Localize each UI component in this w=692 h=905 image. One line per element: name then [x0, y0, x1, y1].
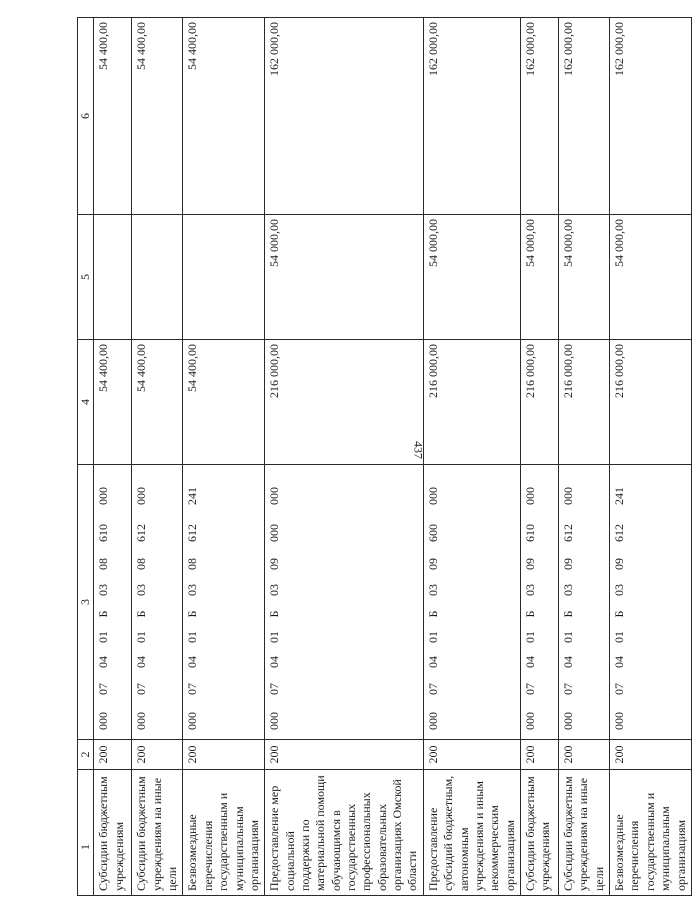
row-col2-cell: 200	[265, 740, 424, 770]
code-segment: Б	[522, 610, 537, 618]
code-segment: 000	[134, 712, 149, 730]
header-col-6: 6	[78, 18, 94, 215]
row-col6-cell: 54 400,00	[94, 18, 132, 215]
code-segment: 000	[267, 487, 282, 505]
code-segment: 241	[612, 487, 627, 505]
table-row	[265, 18, 424, 896]
row-col6-cell: 54 400,00	[132, 18, 183, 215]
code-segment: 09	[425, 558, 440, 570]
row-col5-cell: 54 000,00	[265, 215, 424, 340]
code-segment: 000	[267, 524, 282, 542]
code-segment: 08	[134, 558, 149, 570]
code-segment: 07	[522, 683, 537, 695]
header-row	[78, 18, 94, 896]
code-segment: 241	[185, 487, 200, 505]
row-col6-cell: 54 400,00	[183, 18, 265, 215]
code-segment: 01	[96, 631, 111, 643]
code-segment: 09	[522, 558, 537, 570]
code-segment: 07	[134, 683, 149, 695]
code-segment: 000	[522, 487, 537, 505]
table-row	[520, 18, 558, 896]
code-segment: 04	[522, 656, 537, 668]
row-col4-cell: 216 000,00	[520, 340, 558, 465]
row-name-cell: Субсидии бюджетным учреждениям	[520, 770, 558, 896]
code-segment: 03	[267, 584, 282, 596]
code-segment: Б	[96, 610, 111, 618]
row-code-cell	[183, 465, 265, 740]
code-segment: 04	[612, 656, 627, 668]
code-segment: 000	[134, 487, 149, 505]
code-segment: Б	[612, 610, 627, 618]
code-segment: Б	[560, 610, 575, 618]
table-row	[610, 18, 692, 896]
code-segment: 03	[185, 584, 200, 596]
row-col5-cell: 54 000,00	[558, 215, 609, 340]
code-segment: 04	[134, 656, 149, 668]
code-segment: 03	[96, 584, 111, 596]
code-segment: 04	[560, 656, 575, 668]
code-segment: 000	[425, 712, 440, 730]
code-segment: 03	[134, 584, 149, 596]
row-name-cell: Субсидии бюджетным учреждениям	[94, 770, 132, 896]
code-segment: 01	[134, 631, 149, 643]
row-code-cell	[423, 465, 520, 740]
code-segment: 08	[96, 558, 111, 570]
code-segment: 09	[560, 558, 575, 570]
row-col4-cell: 54 400,00	[183, 340, 265, 465]
row-col6-cell: 162 000,00	[423, 18, 520, 215]
code-segment: 000	[96, 712, 111, 730]
table-row	[94, 18, 132, 896]
code-segment: 07	[185, 683, 200, 695]
budget-table	[77, 17, 692, 896]
row-col6-cell: 162 000,00	[610, 18, 692, 215]
code-segment: 612	[612, 524, 627, 542]
code-segment: 01	[267, 631, 282, 643]
row-col2-cell: 200	[423, 740, 520, 770]
page-number: 437	[411, 441, 426, 459]
row-col4-cell: 216 000,00	[265, 340, 424, 465]
row-col5-cell	[94, 215, 132, 340]
code-segment: 000	[185, 712, 200, 730]
row-col5-cell: 54 000,00	[423, 215, 520, 340]
row-col5-cell	[183, 215, 265, 340]
row-col2-cell: 200	[520, 740, 558, 770]
row-col4-cell: 54 400,00	[94, 340, 132, 465]
code-segment: 03	[560, 584, 575, 596]
header-col-1: 1	[78, 770, 94, 896]
code-segment: 07	[267, 683, 282, 695]
table-row	[132, 18, 183, 896]
code-segment: 09	[612, 558, 627, 570]
row-col5-cell: 54 000,00	[610, 215, 692, 340]
row-code-cell	[520, 465, 558, 740]
rotated-table-container	[77, 18, 688, 896]
row-col6-cell: 162 000,00	[520, 18, 558, 215]
code-segment: 610	[96, 524, 111, 542]
code-segment: 600	[425, 524, 440, 542]
row-code-cell	[132, 465, 183, 740]
row-name-cell: Субсидии бюджетным учреждениям на иные цели	[132, 770, 183, 896]
code-segment: 000	[612, 712, 627, 730]
row-name-cell: Субсидии бюджетным учреждениям на иные цели	[558, 770, 609, 896]
code-segment: Б	[134, 610, 149, 618]
row-col5-cell: 54 000,00	[520, 215, 558, 340]
row-code-cell	[610, 465, 692, 740]
code-segment: 01	[185, 631, 200, 643]
code-segment: Б	[425, 610, 440, 618]
code-segment: 03	[425, 584, 440, 596]
code-segment: 04	[96, 656, 111, 668]
code-segment: 000	[425, 487, 440, 505]
code-segment: Б	[185, 610, 200, 618]
row-col4-cell: 216 000,00	[610, 340, 692, 465]
row-col4-cell: 54 400,00	[132, 340, 183, 465]
code-segment: 07	[425, 683, 440, 695]
row-code-cell	[265, 465, 424, 740]
row-name-cell: Безвозмездные перечисления государственным и муниципальным организациям	[183, 770, 265, 896]
row-name-cell: Предоставление мер социальной поддержки по материальной помощи обучающимся в государственных профессиональных образовательных организациях Омской области	[265, 770, 424, 896]
table-row	[423, 18, 520, 896]
header-col-5: 5	[78, 215, 94, 340]
code-segment: 000	[96, 487, 111, 505]
row-col6-cell: 162 000,00	[558, 18, 609, 215]
table-row	[183, 18, 265, 896]
code-segment: 03	[612, 584, 627, 596]
code-segment: 612	[185, 524, 200, 542]
header-col-2: 2	[78, 740, 94, 770]
code-segment: 04	[425, 656, 440, 668]
row-name-cell: Безвозмездные перечисления государственным и муниципальным организациям	[610, 770, 692, 896]
row-col2-cell: 200	[132, 740, 183, 770]
code-segment: 04	[185, 656, 200, 668]
code-segment: 612	[560, 524, 575, 542]
code-segment: Б	[267, 610, 282, 618]
code-segment: 01	[522, 631, 537, 643]
row-col4-cell: 216 000,00	[423, 340, 520, 465]
header-col-3: 3	[78, 465, 94, 740]
code-segment: 09	[267, 558, 282, 570]
row-col2-cell: 200	[610, 740, 692, 770]
code-segment: 03	[522, 584, 537, 596]
code-segment: 01	[612, 631, 627, 643]
code-segment: 000	[522, 712, 537, 730]
row-name-cell: Предоставление субсидий бюджетным, автономным учреждениям и иным некоммерческим организациям	[423, 770, 520, 896]
row-col2-cell: 200	[183, 740, 265, 770]
header-col-4: 4	[78, 340, 94, 465]
code-segment: 01	[560, 631, 575, 643]
row-col4-cell: 216 000,00	[558, 340, 609, 465]
row-col2-cell: 200	[94, 740, 132, 770]
row-code-cell	[558, 465, 609, 740]
code-segment: 610	[522, 524, 537, 542]
code-segment: 08	[185, 558, 200, 570]
code-segment: 01	[425, 631, 440, 643]
row-code-cell	[94, 465, 132, 740]
code-segment: 07	[96, 683, 111, 695]
code-segment: 04	[267, 656, 282, 668]
row-col2-cell: 200	[558, 740, 609, 770]
code-segment: 07	[612, 683, 627, 695]
table-row	[558, 18, 609, 896]
code-segment: 07	[560, 683, 575, 695]
code-segment: 612	[134, 524, 149, 542]
row-col5-cell	[132, 215, 183, 340]
code-segment: 000	[267, 712, 282, 730]
row-col6-cell: 162 000,00	[265, 18, 424, 215]
code-segment: 000	[560, 712, 575, 730]
code-segment: 000	[560, 487, 575, 505]
